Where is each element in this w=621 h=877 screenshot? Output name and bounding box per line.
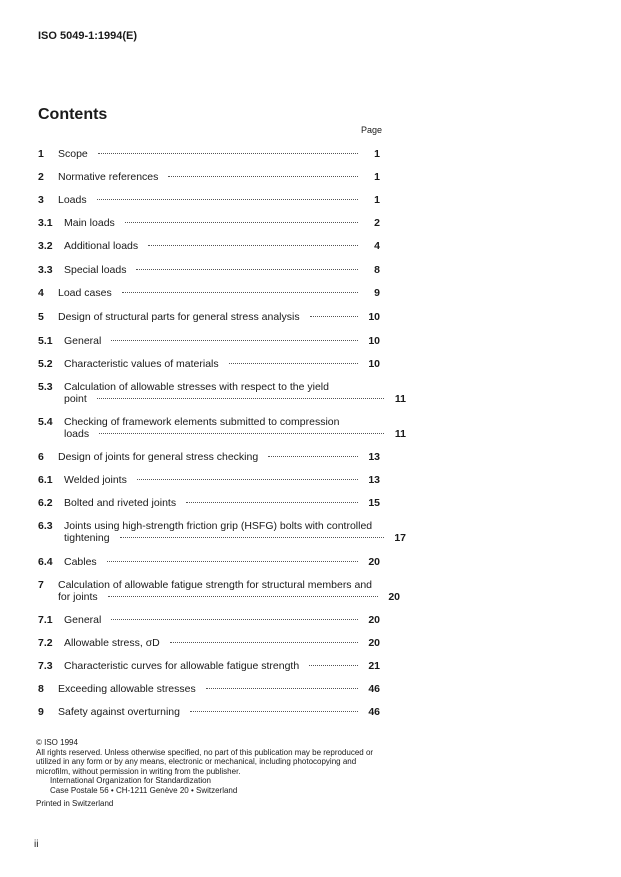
- toc-entry[interactable]: [38, 358, 380, 370]
- toc-entry-title-continued: point: [64, 393, 87, 405]
- toc-entry[interactable]: [38, 217, 380, 229]
- toc-entry[interactable]: [38, 660, 380, 672]
- toc-entry-page: 13: [368, 451, 380, 463]
- toc-entry-number: 1: [38, 148, 44, 160]
- toc-entry-title: Safety against overturning: [58, 706, 180, 718]
- toc-entry[interactable]: [38, 683, 380, 695]
- toc-entry-number: 6.1: [38, 474, 53, 486]
- toc-entry-number: 6.4: [38, 556, 53, 568]
- toc-entry-number: 3.2: [38, 240, 53, 252]
- leader-dots: [190, 711, 358, 712]
- toc-entry-title: Checking of framework elements submitted to compression: [64, 416, 340, 428]
- toc-entry-title-continued: loads: [64, 428, 90, 440]
- toc-entry[interactable]: [38, 637, 380, 649]
- organization-address: Case Postale 56 • CH-1211 Genève 20 • Switzerland: [50, 785, 238, 795]
- page-number: ii: [34, 839, 39, 850]
- toc-entry[interactable]: [38, 497, 380, 509]
- toc-entry-title: Additional loads: [64, 240, 139, 252]
- toc-entry[interactable]: [38, 706, 380, 718]
- contents-heading: Contents: [38, 106, 108, 123]
- leader-dots: [111, 619, 358, 620]
- toc-entry-number: 6: [38, 451, 44, 463]
- leader-dots: [148, 245, 358, 246]
- toc-entry-number: 2: [38, 171, 44, 183]
- toc-entry-number: 3.1: [38, 217, 53, 229]
- document-id: ISO 5049-1:1994(E): [38, 30, 138, 42]
- toc-entry-title: Design of structural parts for general stress analysis: [58, 311, 300, 323]
- toc-entry[interactable]: [38, 381, 406, 405]
- toc-entry-number: 5.3: [38, 381, 53, 393]
- leader-dots: [108, 596, 378, 597]
- toc-entry[interactable]: [38, 579, 400, 603]
- toc-entry-number: 8: [38, 683, 44, 695]
- leader-dots: [268, 456, 358, 457]
- toc-entry-page: 10: [368, 311, 380, 323]
- toc-entry-page: 8: [374, 264, 380, 276]
- toc-entry-page: 11: [394, 393, 406, 405]
- rights-statement: All rights reserved. Unless otherwise specified, no part of this publication may be reproduced or utilized in any form or by any means, electronic or mechanical, including photocopying and microfilm, without permission in writing from the publisher.: [36, 747, 374, 776]
- toc-entry[interactable]: [38, 614, 380, 626]
- toc-entry[interactable]: [38, 474, 380, 486]
- toc-entry-number: 5: [38, 311, 44, 323]
- toc-entry-page: 20: [368, 614, 380, 626]
- toc-entry-page: 10: [368, 358, 380, 370]
- toc-entry-title: Exceeding allowable stresses: [58, 683, 196, 695]
- toc-entry-page: 46: [368, 683, 380, 695]
- toc-entry-number: 5.2: [38, 358, 53, 370]
- toc-entry-page: 13: [368, 474, 380, 486]
- leader-dots: [122, 292, 358, 293]
- toc-entry-title: Scope: [58, 148, 88, 160]
- toc-entry-number: 9: [38, 706, 44, 718]
- toc-entry-title: Calculation of allowable fatigue strength for structural members and: [58, 579, 372, 591]
- toc-entry-page: 4: [374, 240, 380, 252]
- leader-dots: [137, 479, 358, 480]
- toc-entry-title: Characteristic curves for allowable fatigue strength: [64, 660, 300, 672]
- toc-entry[interactable]: [38, 311, 380, 323]
- toc-entry-number: 7.1: [38, 614, 53, 626]
- copyright-notice: [36, 738, 386, 808]
- toc-entry-number: 7: [38, 579, 44, 591]
- toc-entry-page: 21: [368, 660, 380, 672]
- leader-dots: [97, 398, 384, 399]
- leader-dots: [98, 153, 358, 154]
- toc-entry-title: General: [64, 335, 102, 347]
- leader-dots: [186, 502, 358, 503]
- toc-entry-title: Cables: [64, 556, 97, 568]
- toc-entry-title: Special loads: [64, 264, 127, 276]
- toc-entry[interactable]: [38, 451, 380, 463]
- toc-entry[interactable]: [38, 556, 380, 568]
- toc-entry-title-continued: for joints: [58, 591, 98, 603]
- printed-in: Printed in Switzerland: [36, 798, 114, 808]
- toc-entry-number: 7.2: [38, 637, 53, 649]
- toc-entry[interactable]: [38, 287, 380, 299]
- toc-entry-number: 3: [38, 194, 44, 206]
- toc-entry[interactable]: [38, 194, 380, 206]
- leader-dots: [170, 642, 358, 643]
- toc-entry-page: 1: [374, 171, 380, 183]
- toc-entry-page: 15: [368, 497, 380, 509]
- toc-entry-page: 46: [368, 706, 380, 718]
- toc-entry-number: 5.4: [38, 416, 53, 428]
- organization-name: International Organization for Standardization: [50, 776, 211, 786]
- toc-entry-title: Welded joints: [64, 474, 127, 486]
- toc-entry-number: 6.3: [38, 520, 53, 532]
- leader-dots: [107, 561, 358, 562]
- leader-dots: [309, 665, 358, 666]
- toc-entry-number: 4: [38, 287, 44, 299]
- toc-entry-title-continued: tightening: [64, 532, 110, 544]
- toc-entry-page: 9: [374, 287, 380, 299]
- toc-entry-page: 20: [368, 637, 380, 649]
- toc-entry-page: 2: [374, 217, 380, 229]
- toc-entry-title: Normative references: [58, 171, 159, 183]
- leader-dots: [111, 340, 358, 341]
- copyright-line: © ISO 1994: [36, 738, 78, 747]
- toc-entry-number: 7.3: [38, 660, 53, 672]
- toc-entry-number: 5.1: [38, 335, 53, 347]
- toc-entry-title: Design of joints for general stress checking: [58, 451, 259, 463]
- leader-dots: [97, 199, 358, 200]
- toc-entry-page: 17: [394, 532, 406, 544]
- leader-dots: [125, 222, 358, 223]
- toc-entry-title: Main loads: [64, 217, 115, 229]
- toc-entry-title: Allowable stress, σD: [64, 637, 160, 649]
- leader-dots: [310, 316, 358, 317]
- toc-entry-title: Load cases: [58, 287, 112, 299]
- toc-entry-title: General: [64, 614, 102, 626]
- toc-entry[interactable]: [38, 520, 406, 544]
- toc-entry[interactable]: [38, 264, 380, 276]
- toc-entry-title: Joints using high-strength friction grip (HSFG) bolts with controlled: [64, 520, 373, 532]
- toc-entry-number: 3.3: [38, 264, 53, 276]
- leader-dots: [99, 433, 384, 434]
- toc-entry[interactable]: [38, 240, 380, 252]
- toc-entry-title: Calculation of allowable stresses with respect to the yield: [64, 381, 329, 393]
- leader-dots: [229, 363, 358, 364]
- toc-entry-page: 11: [394, 428, 406, 440]
- toc-entry-page: 1: [374, 194, 380, 206]
- leader-dots: [120, 537, 384, 538]
- toc-entry[interactable]: [38, 416, 406, 440]
- toc-entry-title: Bolted and riveted joints: [64, 497, 177, 509]
- leader-dots: [206, 688, 358, 689]
- leader-dots: [136, 269, 358, 270]
- toc-entry-title: Characteristic values of materials: [64, 358, 219, 370]
- leader-dots: [168, 176, 358, 177]
- toc-entry[interactable]: [38, 148, 380, 160]
- toc-entry[interactable]: [38, 171, 380, 183]
- toc-entry-page: 1: [374, 148, 380, 160]
- page-column-label: Page: [360, 125, 382, 135]
- toc-entry-page: 10: [368, 335, 380, 347]
- toc-entry-title: Loads: [58, 194, 87, 206]
- toc-entry-page: 20: [368, 556, 380, 568]
- toc-entry-page: 20: [388, 591, 400, 603]
- toc-entry-number: 6.2: [38, 497, 53, 509]
- toc-entry[interactable]: [38, 335, 380, 347]
